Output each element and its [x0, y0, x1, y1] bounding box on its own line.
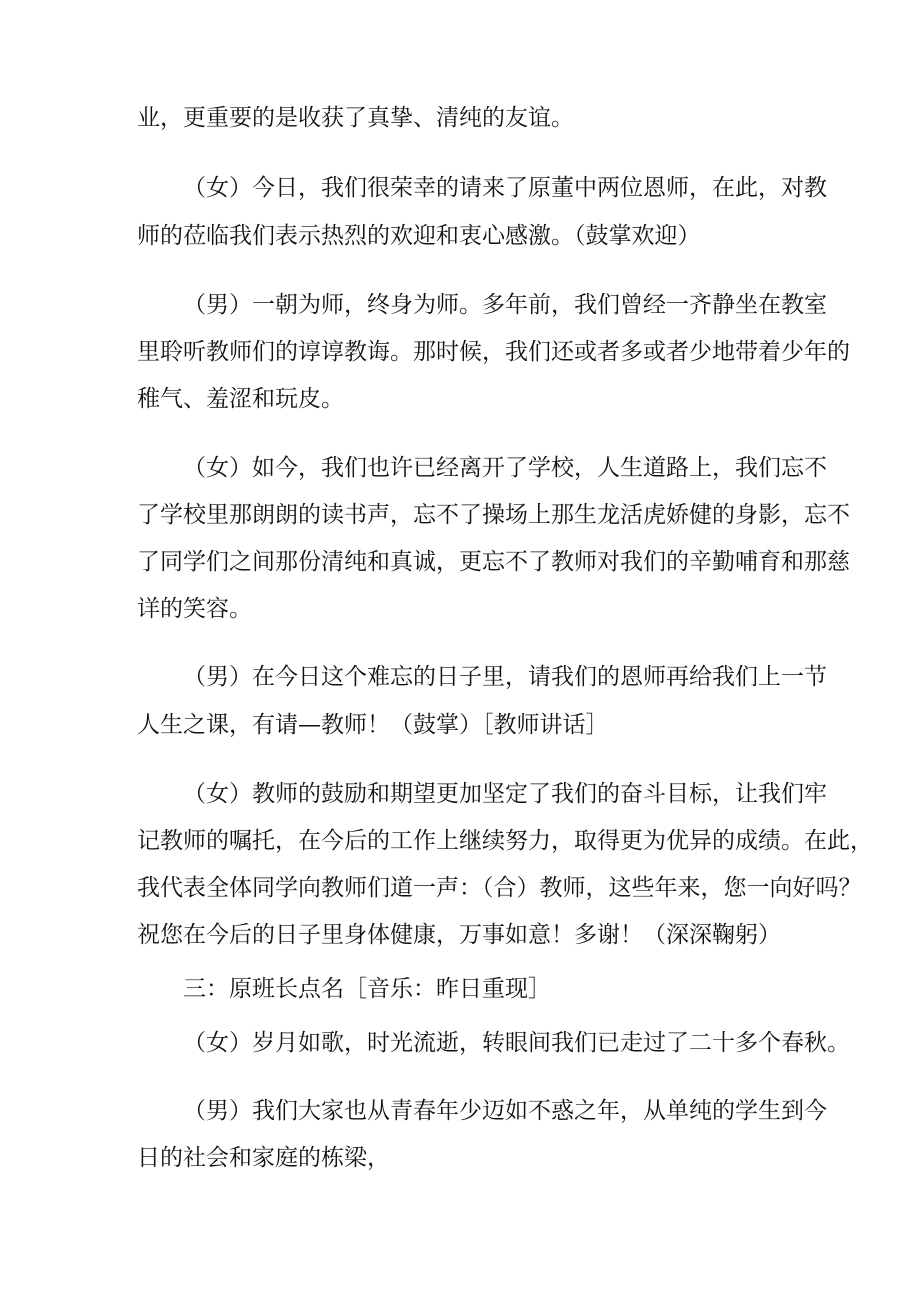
text-line: 业，更重要的是收获了真挚、清纯的友谊。: [137, 105, 574, 131]
text-line: （女）如今，我们也许已经离开了学校，人生道路上，我们忘不: [183, 455, 827, 481]
text-line: 记教师的嘱托，在今后的工作上继续努力，取得更为优异的成绩。在此，: [137, 828, 873, 854]
text-line: 了同学们之间那份清纯和真诚，更忘不了教师对我们的辛勤哺育和那慈: [137, 549, 850, 575]
text-line: 我代表全体同学向教师们道一声：（合）教师，这些年来，您一向好吗？: [137, 875, 862, 901]
text-line: （男）在今日这个难忘的日子里，请我们的恩师再给我们上一节: [183, 664, 827, 690]
text-line: 详的笑容。: [137, 596, 252, 622]
section-heading: 三：原班长点名［音乐：昨日重现］: [183, 976, 551, 1002]
text-line: 里聆听教师们的谆谆教诲。那时候，我们还或者多或者少地带着少年的: [137, 339, 850, 365]
text-line: （男）我们大家也从青春年少迈如不惑之年，从单纯的学生到今: [183, 1098, 827, 1124]
text-line: 日的社会和家庭的栋梁，: [137, 1145, 390, 1171]
text-line: 人生之课，有请—教师！（鼓掌）［教师讲话］: [137, 712, 609, 738]
text-line: 稚气、羞涩和玩皮。: [137, 386, 344, 412]
text-line: （女）教师的鼓励和期望更加坚定了我们的奋斗目标，让我们牢: [183, 781, 827, 807]
text-line: 师的莅临我们表示热烈的欢迎和衷心感激。（鼓掌欢迎）: [137, 223, 701, 249]
text-line: （女）今日，我们很荣幸的请来了原董中两位恩师，在此，对教: [183, 175, 827, 201]
text-line: （女）岁月如歌，时光流逝，转眼间我们已走过了二十多个春秋。: [183, 1030, 850, 1056]
text-line: 祝您在今后的日子里身体健康，万事如意！多谢！（深深鞠躬）: [137, 922, 781, 948]
text-line: 了学校里那朗朗的读书声，忘不了操场上那生龙活虎娇健的身影，忘不: [137, 502, 850, 528]
text-line: （男）一朝为师，终身为师。多年前，我们曾经一齐静坐在教室: [183, 292, 827, 318]
